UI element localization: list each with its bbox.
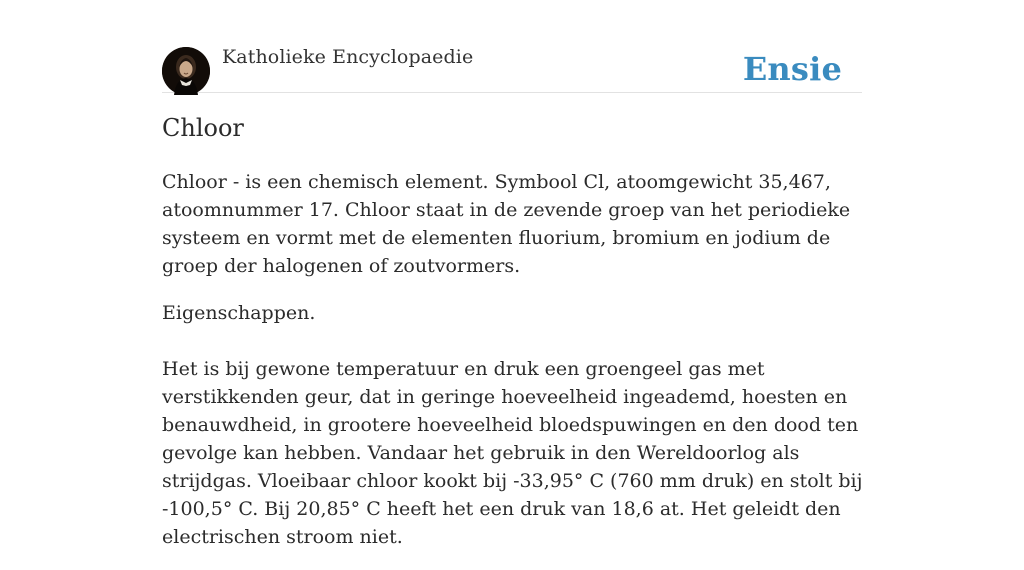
section-heading-eigenschappen: Eigenschappen. [162,302,316,324]
site-header [162,0,862,93]
site-title[interactable]: Katholieke Encyclopaedie [222,46,474,68]
content-column [162,0,863,548]
article-paragraph-properties: Het is bij gewone temperatuur en druk een groengeel gas met verstikkenden geur, dat in geringe hoeveelheid ingeademd, hoesten en benauwdheid, in grootere hoeveelheid bloedspuwingen en den dood ten gevolge kan hebben. Vandaar het gebruik in den Wereldoorlog als strijdgas. Vloeibaar chloor kookt bij -33,95° C (760 mm druk) en stolt bij -100,5° C. Bij 20,85° C heeft het een druk van 18,6 at. Het geleidt den electrischen stroom niet. [162,358,863,548]
article-title: Chloor [162,114,244,142]
article-body [162,168,867,570]
article-paragraph-intro: Chloor - is een chemisch element. Symbool Cl, atoomgewicht 35,467, atoomnummer 17. Chloor staat in de zevende groep van het periodieke systeem en vormt met de elementen fluorium, bromium en jodium de groep der halogenen of zoutvormers. [162,171,851,277]
brand-logo[interactable]: Ensie [742,50,842,88]
portrait-avatar-icon[interactable] [162,47,210,95]
